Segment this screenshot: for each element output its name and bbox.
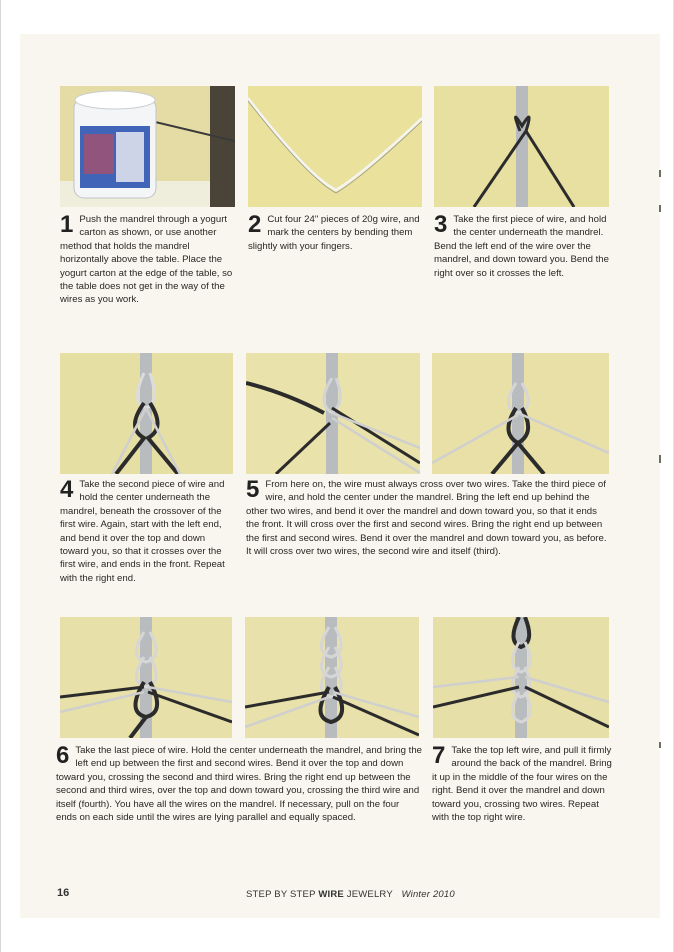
photo-step-4-second-wire (60, 353, 233, 474)
magazine-title-prefix: STEP BY STEP (246, 889, 319, 900)
step-number: 4 (60, 476, 74, 503)
step-text: Take the last piece of wire. Hold the center underneath the mandrel, and bring the left end up between the first and second wires. Bend it over the top and down toward you, crossing the second and third wires. Bring the right end up between the second and third wires, over the top and down toward you, crossing the third wire and itself (fourth). You have all the wires on the mandrel. If necessary, pull on the four ends on each side until the wires are lying parallel and equally spaced. (56, 745, 423, 824)
step-number: 2 (248, 211, 262, 238)
photo-step-1-yogurt-carton (60, 86, 235, 207)
step-text: From here on, the wire must always cross over two wires. Take the third piece of wire, and hold the center under the mandrel. Bring the left end up behind the other two wires, and bend it over the mandrel and down toward you, so that it ends the front. It will cross over the first and second wires. Bring the right end up between the first and second wires. Bend it over the mandrel and down toward you, as before. It will cross over two wires, the second wire and itself (third). (246, 479, 607, 558)
photo-step-6-all-wires (60, 617, 232, 738)
step-number: 5 (246, 476, 260, 503)
issue-label: Winter 2010 (401, 889, 455, 900)
photo-step-6-parallel (245, 617, 419, 738)
photo-step-2-bent-wire (248, 86, 422, 207)
magazine-title-bold: WIRE (318, 889, 344, 900)
photo-step-5-third-wire (246, 353, 420, 474)
step-3 (434, 213, 612, 280)
margin-mark (659, 455, 661, 463)
step-number: 6 (56, 742, 70, 769)
step-7 (432, 744, 612, 824)
step-6 (56, 744, 422, 824)
magazine-title-suffix: JEWELRY (343, 889, 393, 900)
step-text: Take the first piece of wire, and hold the center underneath the mandrel. Bend the left end of the wire over the mandrel, and down toward you. Bend the right over so it crosses the left. (434, 214, 609, 279)
margin-mark (659, 170, 661, 177)
margin-mark (659, 205, 661, 212)
step-number: 3 (434, 211, 448, 238)
step-4 (60, 478, 235, 585)
magazine-footer (246, 889, 455, 900)
step-text: Take the second piece of wire and hold the center underneath the mandrel, beneath the crossover of the first wire. Again, start with the left end, and bend it over the top and down toward you, so that it crosses over the first wire, and ends in the front. Repeat with the right end. (60, 479, 225, 584)
margin-mark (659, 742, 661, 748)
step-number: 1 (60, 211, 74, 238)
step-5 (246, 478, 612, 558)
step-text: Push the mandrel through a yogurt carton as shown, or use another method that holds the mandrel horizontally above the table. Place the yogurt carton at the edge of the table, so the table does not get in the way of the wires as you work. (60, 214, 233, 306)
step-text: Take the top left wire, and pull it firmly around the back of the mandrel. Bring it up in the middle of the four wires on the right. Bend it over the mandrel and down toward you, crossing two wires. Repeat with the top right wire. (432, 745, 612, 824)
step-2 (248, 213, 424, 253)
step-number: 7 (432, 742, 446, 769)
page-number: 16 (57, 887, 70, 899)
photo-step-7-pull-wire (433, 617, 609, 738)
step-1 (60, 213, 235, 307)
step-text: Cut four 24" pieces of 20g wire, and mark the centers by bending them slightly with your fingers. (248, 214, 420, 252)
photo-step-3-first-wire (434, 86, 609, 207)
photo-step-5-detail (432, 353, 609, 474)
